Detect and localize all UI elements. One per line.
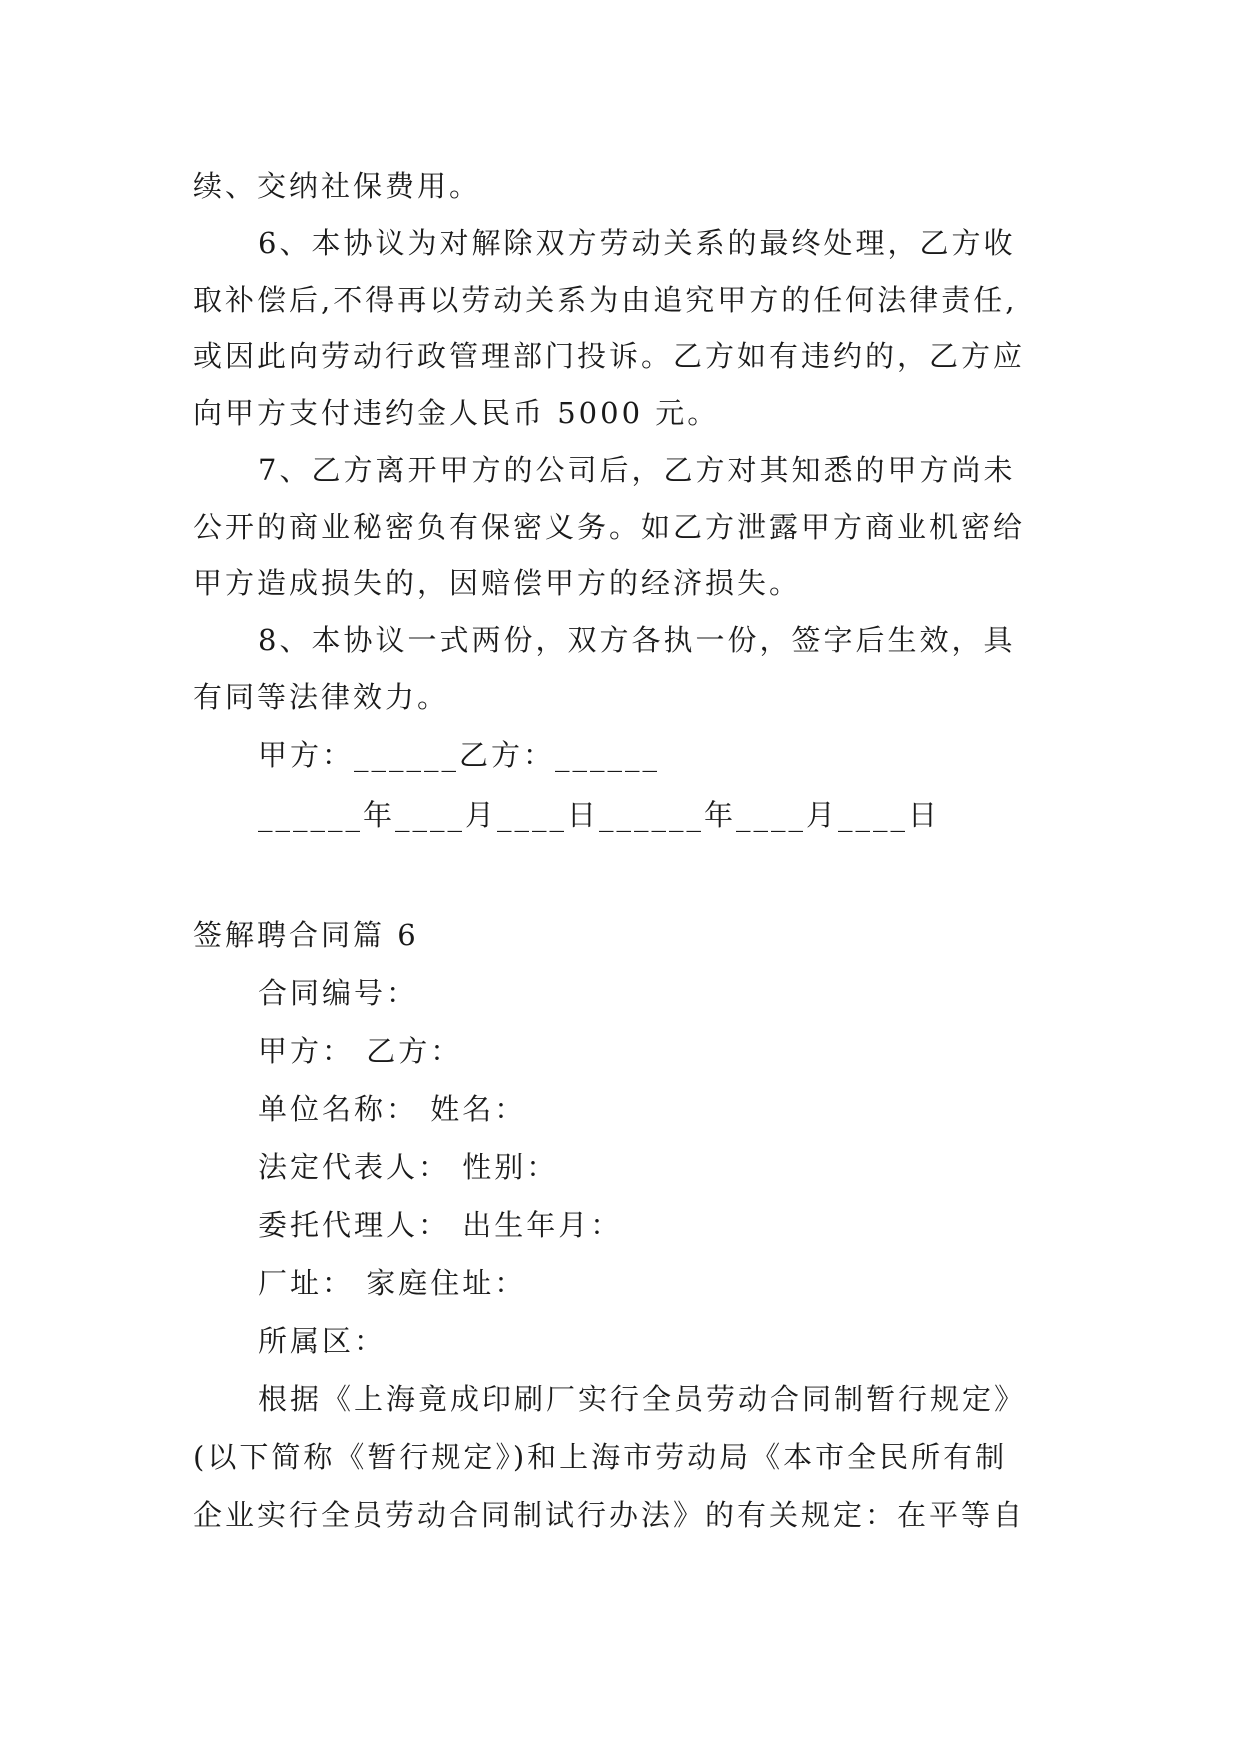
text-line: 有同等法律效力。	[193, 680, 450, 714]
signature-line: 甲方：______乙方：______	[258, 738, 661, 772]
address-field: 厂址： 家庭住址：	[258, 1266, 527, 1300]
text-line: 或因此向劳动行政管理部门投诉。乙方如有违约的，乙方应	[193, 339, 1026, 373]
date-line: ______年____月____日______年____月____日	[258, 798, 941, 832]
text-line: (以下简称《暂行规定》)和上海市劳动局《本市全民所有制	[193, 1440, 1008, 1474]
text-line: 甲方造成损失的，因赔偿甲方的经济损失。	[193, 566, 802, 600]
section-heading: 签解聘合同篇 6	[193, 918, 419, 952]
text-line: 企业实行全员劳动合同制试行办法》的有关规定：在平等自	[193, 1498, 1026, 1532]
agent-field: 委托代理人： 出生年月：	[258, 1208, 623, 1242]
text-line: 取补偿后,不得再以劳动关系为由追究甲方的任何法律责任,	[193, 283, 1018, 317]
clause-8-line: 8、本协议一式两份，双方各执一份，签字后生效，具	[258, 623, 1016, 657]
legal-rep-field: 法定代表人： 性别：	[258, 1150, 559, 1184]
text-line: 续、交纳社保费用。	[193, 169, 482, 203]
contract-number-field: 合同编号：	[258, 976, 419, 1010]
text-line: 公开的商业秘密负有保密义务。如乙方泄露甲方商业机密给	[193, 510, 1026, 544]
parties-field: 甲方： 乙方：	[258, 1034, 463, 1068]
text-line: 向甲方支付违约金人民币 5000 元。	[193, 396, 720, 430]
clause-7-line: 7、乙方离开甲方的公司后，乙方对其知悉的甲方尚未	[258, 453, 1016, 487]
preamble-line: 根据《上海竟成印刷厂实行全员劳动合同制暂行规定》	[258, 1382, 1027, 1416]
district-field: 所属区：	[258, 1324, 387, 1358]
clause-6-line: 6、本协议为对解除双方劳动关系的最终处理，乙方收	[258, 226, 1016, 260]
unit-name-field: 单位名称： 姓名：	[258, 1092, 527, 1126]
